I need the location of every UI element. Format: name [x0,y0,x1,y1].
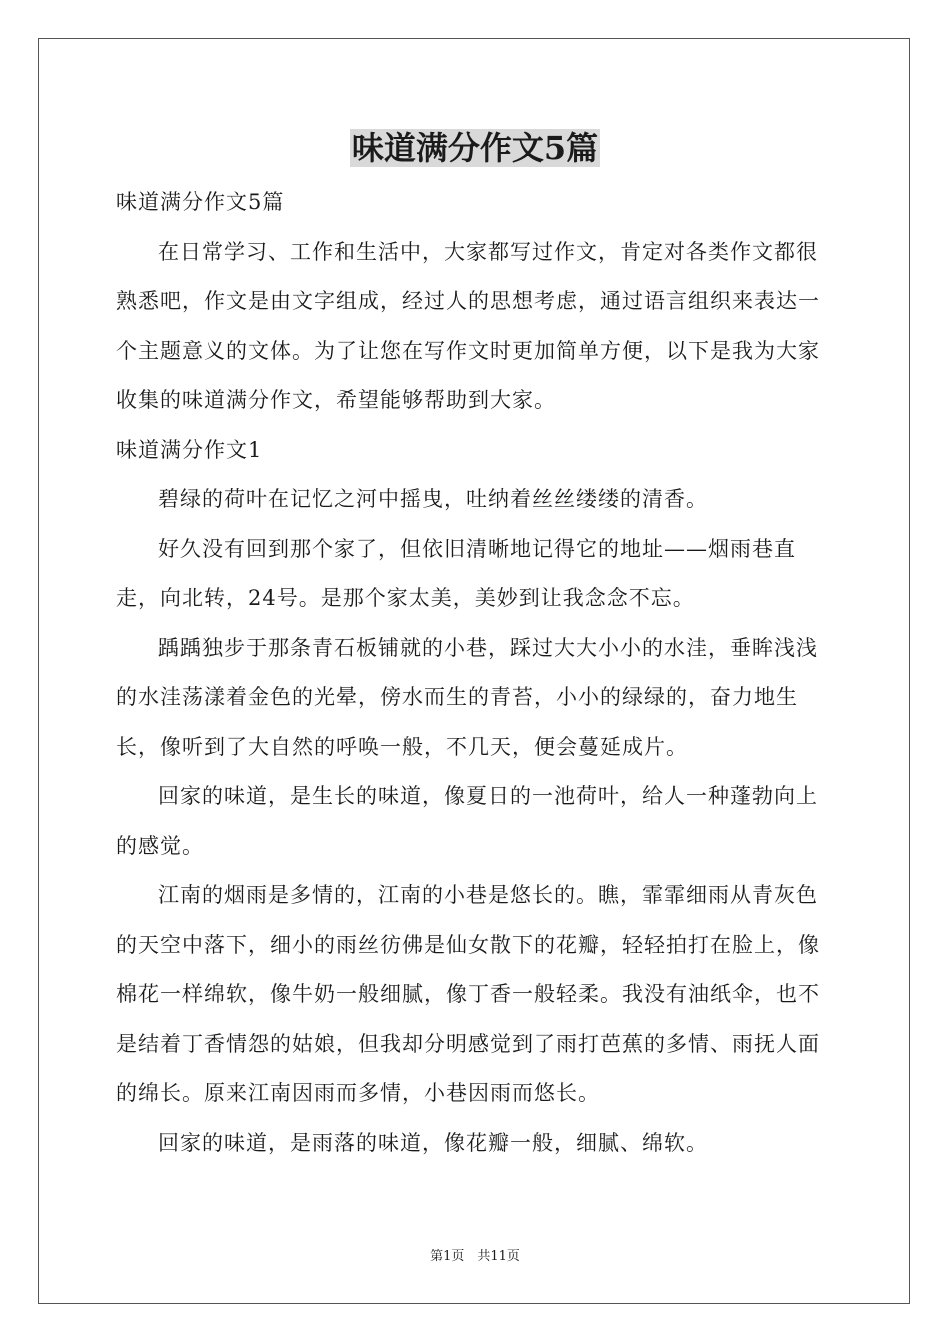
paragraph: 回家的味道，是生长的味道，像夏日的一池荷叶，给人一种蓬勃向上的感觉。 [116,784,818,858]
page-footer: 第1页 共11页 [430,1249,520,1264]
document-title-text: 味道满分作文5篇 [351,129,599,167]
document-title [0,126,950,170]
paragraph: 味道满分作文1 [116,437,263,462]
paragraph: 江南的烟雨是多情的，江南的小巷是悠长的。瞧，霏霏细雨从青灰色的天空中落下，细小的雨丝彷佛是仙女散下的花瓣，轻轻拍打在脸上，像棉花一样绵软，像牛奶一般细腻，像丁香一般轻柔。我没有油纸伞，也不是结着丁香情怨的姑娘，但我却分明感觉到了雨打芭蕉的多情、雨抚人面的绵长。原来江南因雨而多情，小巷因雨而悠长。 [116,883,820,1105]
document-body [116,178,836,1168]
paragraph: 碧绿的荷叶在记忆之河中摇曳，吐纳着丝丝缕缕的清香。 [158,487,708,511]
paragraph: 好久没有回到那个家了，但依旧清晰地记得它的地址——烟雨巷直走，向北转，24号。是那个家太美，美妙到让我念念不忘。 [116,536,796,610]
paragraph: 踽踽独步于那条青石板铺就的小巷，踩过大大小小的水洼，垂眸浅浅的水洼荡漾着金色的光晕，傍水而生的青苔，小小的绿绿的，奋力地生长，像听到了大自然的呼唤一般，不几天，便会蔓延成片。 [116,635,818,759]
paragraph: 在日常学习、工作和生活中，大家都写过作文，肯定对各类作文都很熟悉吧，作文是由文字组成，经过人的思想考虑，通过语言组织来表达一个主题意义的文体。为了让您在写作文时更加简单方便，以下是我为大家收集的味道满分作文，希望能够帮助到大家。 [116,239,820,412]
paragraph: 味道满分作文5篇 [116,190,285,214]
paragraph: 回家的味道，是雨落的味道，像花瓣一般，细腻、绵软。 [158,1130,708,1155]
